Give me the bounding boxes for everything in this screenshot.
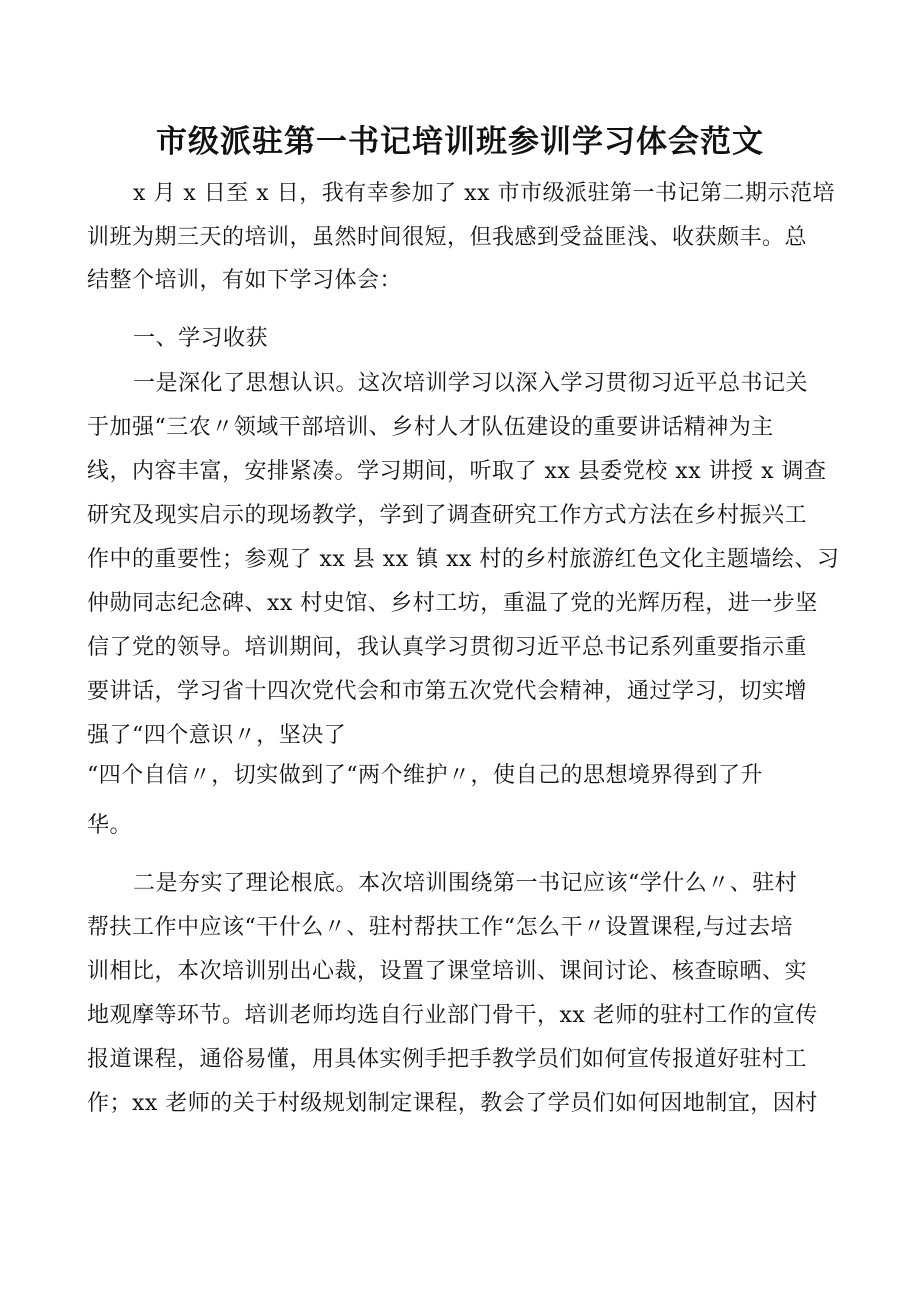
body-line: 训相比，本次培训别出心裁，设置了课堂培训、课间讨论、核查晾晒、实 (87, 959, 808, 984)
body-line: 要讲话，学习省十四次党代会和市第五次党代会精神，通过学习，切实增 (87, 679, 808, 704)
body-line: 帮扶工作中应该“干什么〃、驻村帮扶工作“怎么干〃设置课程,与过去培 (87, 915, 793, 940)
body-line: 训班为期三天的培训，虽然时间很短，但我感到受益匪浅、收获颇丰。总 (87, 225, 808, 250)
body-line: “四个自信〃，切实做到了“两个维护〃，使自己的思想境界得到了升 (87, 763, 763, 788)
body-line: 作中的重要性；参观了 xx 县 xx 镇 xx 村的乡村旅游红色文化主题墙绘、习 (87, 547, 840, 572)
body-line: 信了党的领导。培训期间，我认真学习贯彻习近平总书记系列重要指示重 (87, 635, 808, 660)
body-line: 二是夯实了理论根底。本次培训围绕第一书记应该“学什么〃、驻村 (133, 871, 798, 896)
body-line: 强了“四个意识〃，坚决了 (87, 723, 347, 748)
body-line: 研究及现实启示的现场教学，学到了调查研究工作方式方法在乡村振兴工 (87, 503, 808, 528)
body-line: 华。 (87, 813, 133, 838)
body-line: 于加强“三农〃领域干部培训、乡村人才队伍建设的重要讲话精神为主 (87, 415, 774, 440)
body-line: x 月 x 日至 x 日，我有幸参加了 xx 市市级派驻第一书记第二期示范培 (133, 181, 835, 206)
body-line: 地观摩等环节。培训老师均选自行业部门骨干，xx 老师的驻村工作的宣传 (87, 1003, 818, 1028)
body-line: 线，内容丰富，安排紧凑。学习期间，听取了 xx 县委党校 xx 讲授 x 调查 (87, 459, 827, 484)
body-line: 结整个培训，有如下学习体会： (87, 268, 403, 293)
body-line: 仲勋同志纪念碑、xx 村史馆、乡村工坊，重温了党的光辉历程，进一步坚 (87, 591, 818, 616)
body-line: 报道课程，通俗易懂，用具体实例手把手教学员们如何宣传报道好驻村工 (87, 1047, 808, 1072)
body-line: 作；xx 老师的关于村级规划制定课程，教会了学员们如何因地制宜，因村 (87, 1091, 818, 1116)
body-line: 一是深化了思想认识。这次培训学习以深入学习贯彻习近平总书记关 (133, 371, 809, 396)
section-heading: 一、学习收获 (133, 326, 269, 351)
document-title: 市级派驻第一书记培训班参训学习体会范文 (156, 124, 764, 160)
